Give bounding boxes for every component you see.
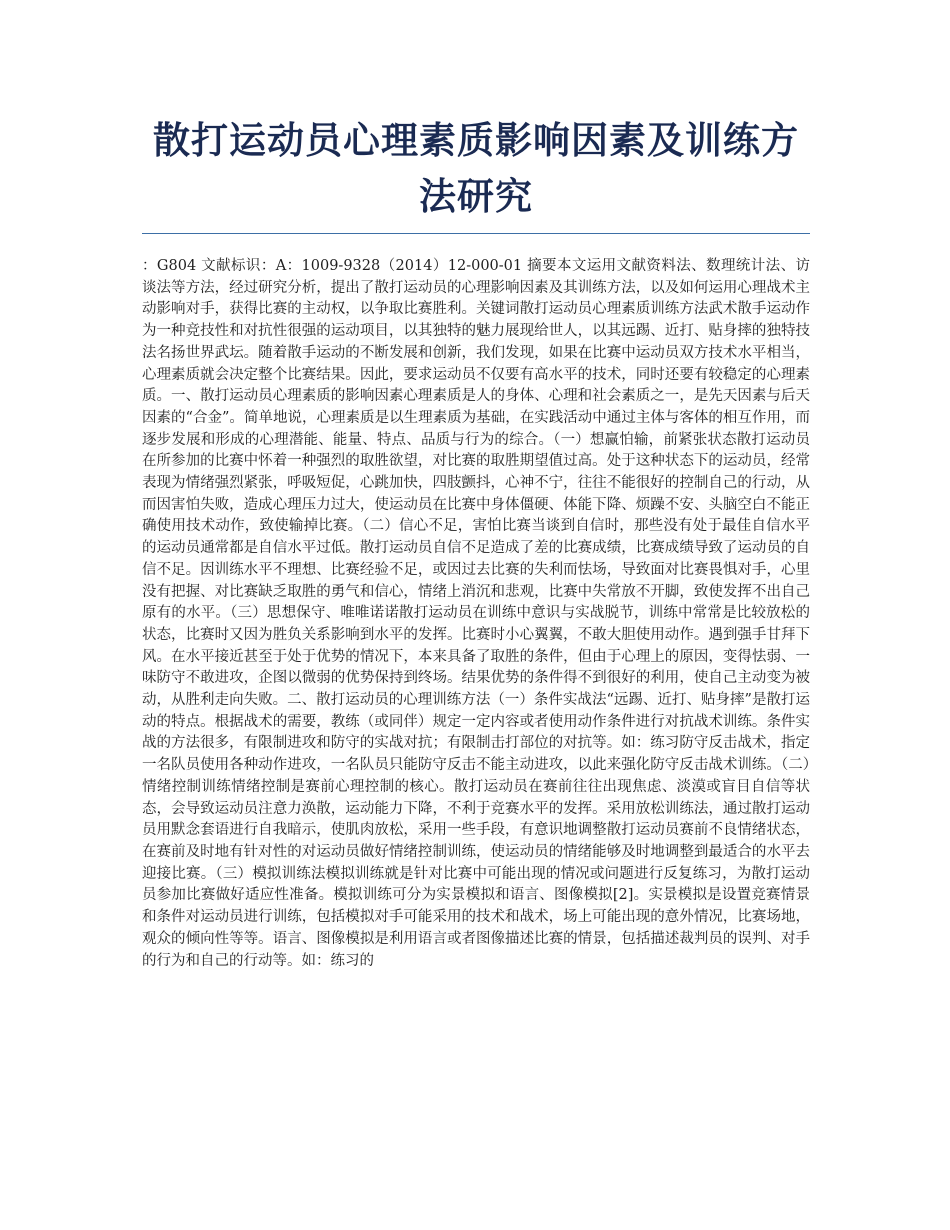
body-paragraph: ：G804 文献标识：A：1009-9328（2014）12-000-01 摘要本文运用文献资料法、数理统计法、访谈法等方法，经过研究分析，提出了散打运动员的心理影响因素及其训练方法，以及如何运用心理战术主动影响对手，获得比赛的主动权，以争取比赛胜利。关键词散打运动员心理素质训练方法武术散手运动作为一种竞技性和对抗性很强的运动项目，以其独特的魅力展现给世人，以其远踢、近打、贴身摔的独特技法名扬世界武坛。随着散手运动的不断发展和创新，我们发现，如果在比赛中运动员双方技术水平相当，心理素质就会决定整个比赛结果。因此，要求运动员不仅要有高水平的技术，同时还要有较稳定的心理素质。一、散打运动员心理素质的影响因素心理素质是人的身体、心理和社会素质之一，是先天因素与后天因素的“合金”。简单地说，心理素质是以生理素质为基础，在实践活动中通过主体与客体的相互作用，而逐步发展和形成的心理潜能、能量、特点、品质与行为的综合。（一）想赢怕输，前紧张状态散打运动员在所参加的比赛中怀着一种强烈的取胜欲望，对比赛的取胜期望值过高。处于这种状态下的运动员，经常表现为情绪强烈紧张，呼吸短促，心跳加快，四肢颤抖，心神不宁，往往不能很好的控制自己的行动，从而因害怕失败，造成心理压力过大，使运动员在比赛中身体僵硬、体能下降、烦躁不安、头脑空白不能正确使用技术动作，致使输掉比赛。（二）信心不足，害怕比赛当谈到自信时，那些没有处于最佳自信水平的运动员通常都是自信水平过低。散打运动员自信不足造成了差的比赛成绩，比赛成绩导致了运动员的自信不足。因训练水平不理想、比赛经验不足，或因过去比赛的失利而怯场，导致面对比赛畏惧对手，心里没有把握、对比赛缺乏取胜的勇气和信心，情绪上消沉和悲观，比赛中失常放不开脚，致使发挥不出自己原有的水平。（三）思想保守、唯唯诺诺散打运动员在训练中意识与实战脱节，训练中常常是比较放松的状态，比赛时又因为胜负关系影响到水平的发挥。比赛时小心翼翼，不敢大胆使用动作。遇到强手甘拜下风。在水平接近甚至于处于优势的情况下，本来具备了取胜的条件，但由于心理上的原因，变得怯弱、一味防守不敢进攻，企图以微弱的优势保持到终场。结果优势的条件得不到很好的利用，使自己主动变为被动，从胜利走向失败。二、散打运动员的心理训练方法（一）条件实战法“远踢、近打、贴身摔”是散打运动的特点。根据战术的需要，教练（或同伴）规定一定内容或者使用动作条件进行对抗战术训练。条件实战的方法很多，有限制进攻和防守的实战对抗；有限制击打部位的对抗等。如：练习防守反击战术，指定一名队员使用各种动作进攻，一名队员只能防守反击不能主动进攻，以此来强化防守反击战术训练。（二）情绪控制训练情绪控制是赛前心理控制的核心。散打运动员在赛前往往出现焦虑、淡漠或盲目自信等状态，会导致运动员注意力涣散，运动能力下降，不利于竞赛水平的发挥。采用放松训练法，通过散打运动员用默念套语进行自我暗示，使肌肉放松，采用一些手段，有意识地调整散打运动员赛前不良情绪状态，在赛前及时地有针对性的对运动员做好情绪控制训练，使运动员的情绪能够及时地调整到最适合的水平去迎接比赛。（三）模拟训练法模拟训练就是针对比赛中可能出现的情况或问题进行反复练习，为散打运动员参加比赛做好适应性准备。模拟训练可分为实景模拟和语言、图像模拟[2]。实景模拟是设置竞赛情景和条件对运动员进行训练，包括模拟对手可能采用的技术和战术，场上可能出现的意外情况，比赛场地，观众的倾向性等等。语言、图像模拟是利用语言或者图像描述比赛的情景，包括描述裁判员的误判、对手的行为和自己的行动等。如：练习的: [142, 258, 810, 969]
title-divider: [142, 233, 810, 234]
document-page: [142, 0, 810, 1230]
document-title: 散打运动员心理素质影响因素及训练方法研究: [153, 119, 799, 218]
